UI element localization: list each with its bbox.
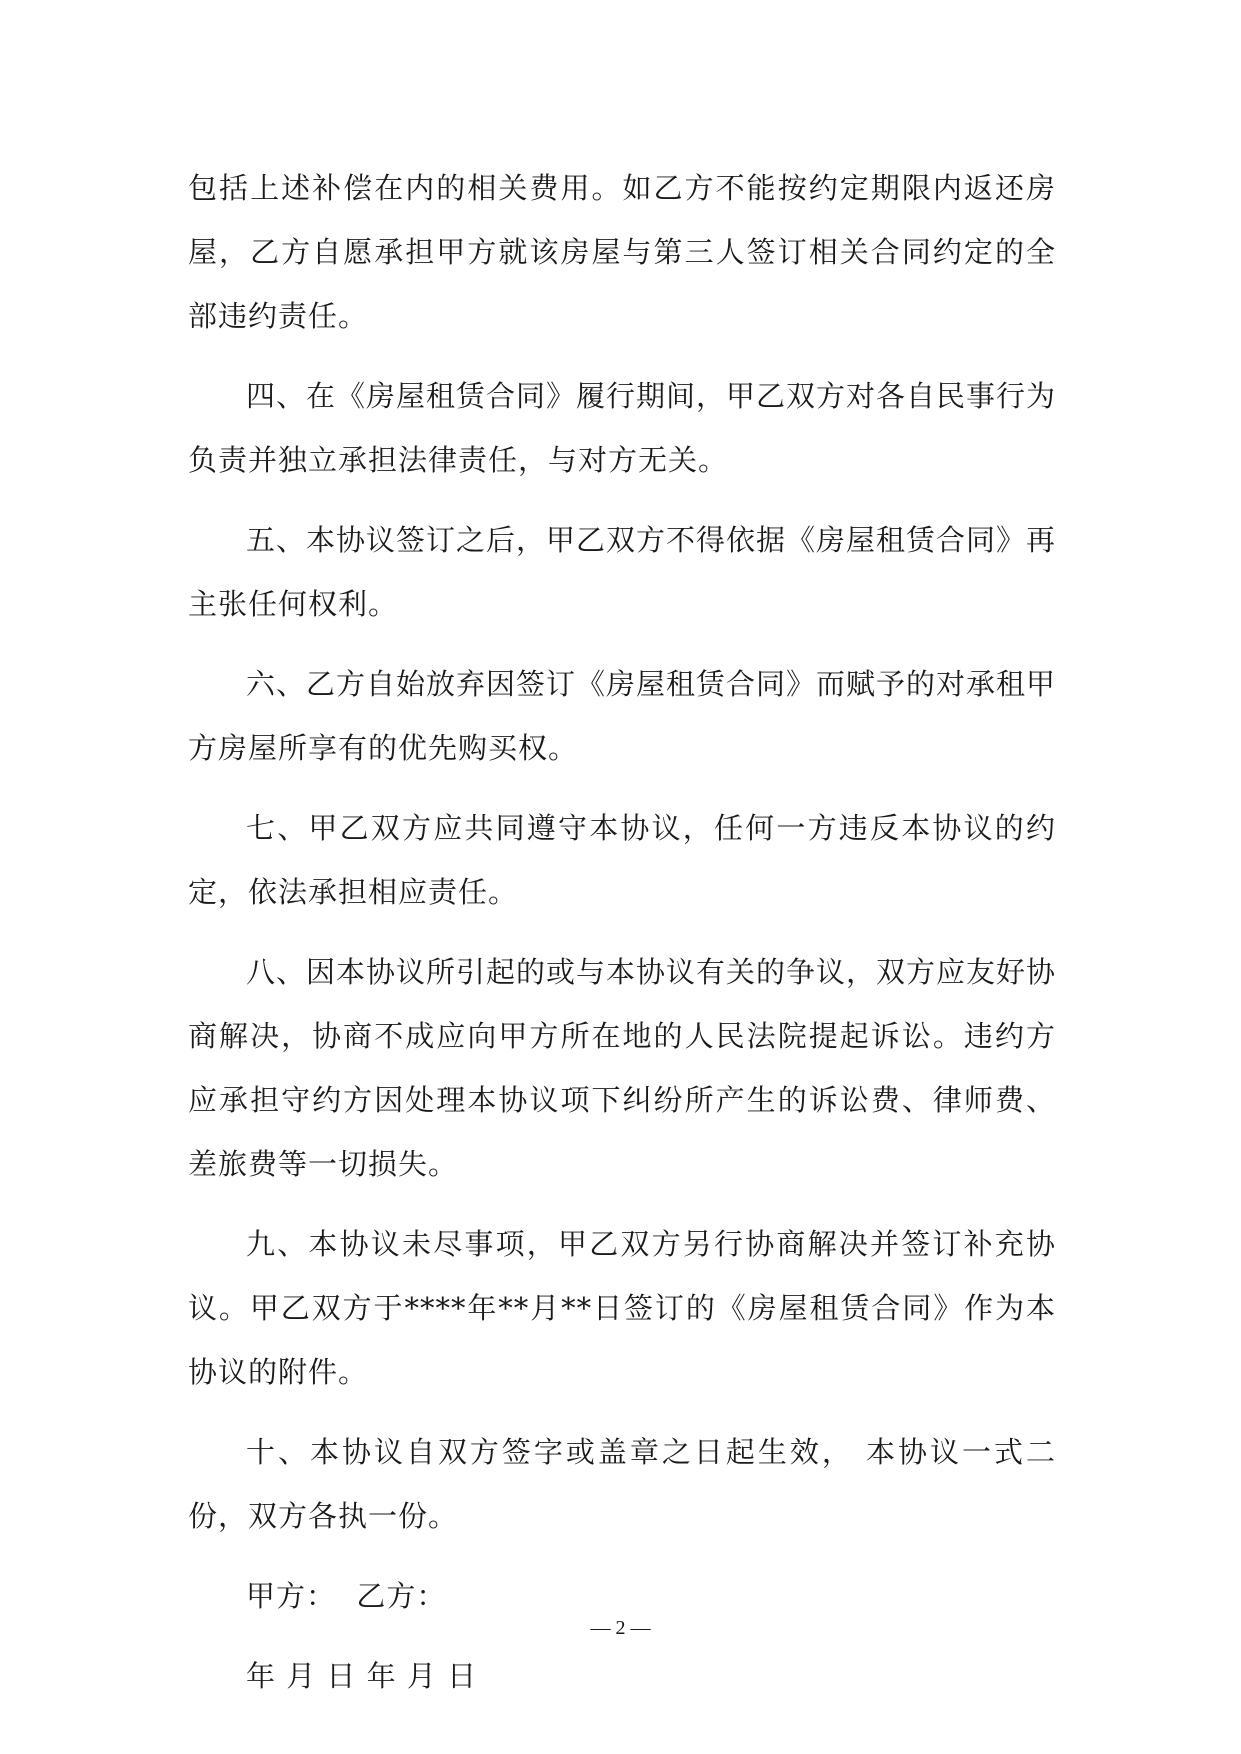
- page-number: — 2 —: [590, 1617, 651, 1639]
- signature-line: 甲方： 乙方：: [246, 1579, 447, 1613]
- clause-4: 四、在《房屋租赁合同》履行期间，甲乙双方对各自民事行为负责并独立承担法律责任，与对方无关。: [188, 379, 1057, 477]
- clause-7: 七、甲乙双方应共同遵守本协议，任何一方违反本协议的约定，依法承担相应责任。: [188, 811, 1056, 909]
- clause-10: 十、本协议自双方签字或盖章之日起生效， 本协议一式二份，双方各执一份。: [188, 1435, 1056, 1533]
- date-line: 年 月 日 年 月 日: [246, 1659, 478, 1693]
- paragraph-continuation: 包括上述补偿在内的相关费用。如乙方不能按约定期限内返还房屋，乙方自愿承担甲方就该房屋与第三人签订相关合同约定的全部违约责任。: [188, 171, 1056, 333]
- clause-6: 六、乙方自始放弃因签订《房屋租赁合同》而赋予的对承租甲方房屋所享有的优先购买权。: [188, 667, 1057, 765]
- clause-9: 九、本协议未尽事项，甲乙双方另行协商解决并签订补充协议。甲乙双方于****年**月**日签订的《房屋租赁合同》作为本协议的附件。: [188, 1227, 1056, 1389]
- document-body: [188, 156, 1056, 1724]
- clause-5: 五、本协议签订之后，甲乙双方不得依据《房屋租赁合同》再主张任何权利。: [188, 523, 1057, 621]
- clause-8: 八、因本协议所引起的或与本协议有关的争议，双方应友好协商解决，协商不成应向甲方所在地的人民法院提起诉讼。违约方应承担守约方因处理本协议项下纠纷所产生的诉讼费、律师费、差旅费等一切损失。: [188, 955, 1057, 1181]
